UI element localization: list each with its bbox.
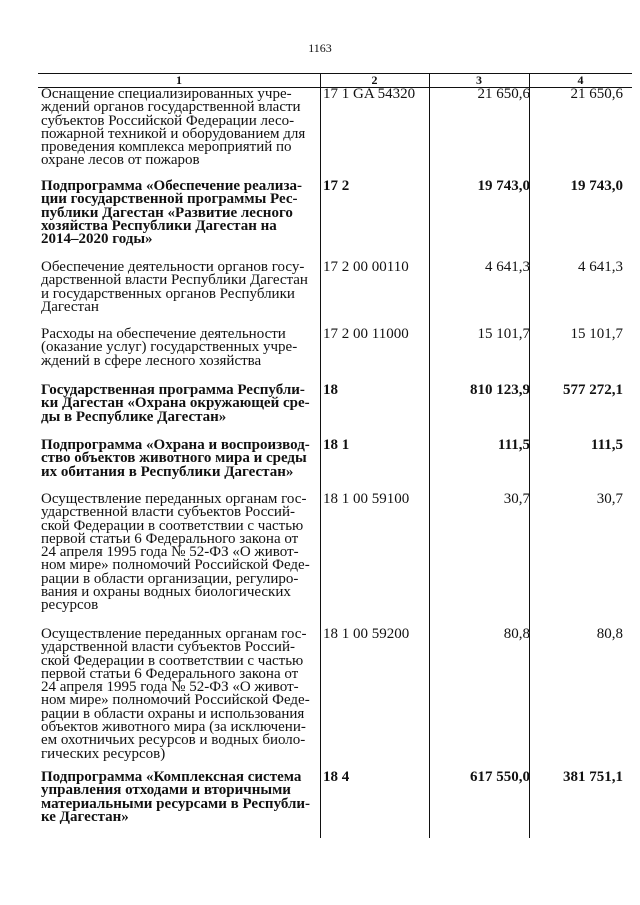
row-name-line: управления отходами и вторичными (41, 782, 291, 799)
row-value-col4: 21 650,6 (570, 86, 623, 102)
row-name-line: материальными ресурсами в Республи- (41, 795, 311, 812)
row-name-line: ды в Республике Дагестан» (41, 408, 227, 425)
row-name-line: ской Федерации в соответствии с частью (41, 517, 304, 534)
row-name-line: гических ресурсов) (41, 745, 166, 762)
row-name (41, 261, 321, 314)
row-name-line: Осуществление переданных органам гос- (41, 626, 307, 642)
row-code: 17 2 (323, 178, 350, 194)
row-name-line: ном мире» полномочий Российской Феде- (41, 692, 310, 709)
row-name-line: ресурсов (41, 597, 99, 614)
row-name-line: ской Федерации в соответствии с частью (41, 652, 304, 669)
row-name-line: охране лесов от пожаров (41, 152, 200, 169)
row-name-line: 2014–2020 годы» (41, 231, 153, 248)
row-name-line: рации в области организации, регулиро- (41, 570, 299, 587)
row-name-line: их обитания в Республики Дагестан» (41, 463, 294, 480)
column-header-1: 1 (176, 73, 182, 87)
row-name-line: Осуществление переданных органам гос- (41, 491, 307, 507)
row-name-line: субъектов Российской Федерации лесо- (41, 112, 295, 129)
row-name-line: ждений в сфере лесного хозяйства (41, 352, 262, 369)
row-name (41, 328, 321, 368)
row-name (41, 384, 321, 424)
row-name-line: Оснащение специализированных учре- (41, 86, 292, 102)
row-name-line: Обеспечение деятельности органов госу- (41, 259, 305, 275)
column-header-3: 3 (476, 73, 482, 87)
column-divider-2 (429, 73, 430, 838)
row-name-line: 24 апреля 1995 года № 52-ФЗ «О живот- (41, 544, 299, 561)
row-value-col3: 80,8 (503, 626, 530, 642)
row-name (41, 439, 321, 479)
row-value-col4: 577 272,1 (563, 382, 623, 398)
row-name-line: Подпрограмма «Охрана и воспроизвод- (41, 437, 310, 453)
row-code: 17 2 00 11000 (323, 326, 409, 342)
row-name (41, 628, 321, 761)
row-name-line: объектов животного мира (за исключени- (41, 719, 306, 736)
row-name-line: ном мире» полномочий Российской Феде- (41, 557, 310, 574)
row-name-line: Расходы на обеспечение деятельности (41, 326, 286, 342)
row-name-line: пожарной техникой и оборудованием для (41, 125, 306, 142)
budget-table (38, 73, 632, 838)
row-name-line: ударственной власти субъектов Россий- (41, 504, 295, 521)
row-name-line: рации в области охраны и использования (41, 705, 305, 722)
row-name-line: ции государственной программы Рес- (41, 191, 298, 208)
row-value-col3: 15 101,7 (477, 326, 530, 342)
row-value-col4: 111,5 (590, 437, 623, 453)
column-header-4: 4 (577, 73, 584, 87)
row-value-col3: 111,5 (497, 437, 530, 453)
row-value-col3: 19 743,0 (477, 178, 530, 194)
row-name-line: ство объектов животного мира и среды (41, 450, 307, 467)
column-header-2: 2 (371, 73, 378, 87)
row-name-line: и государственных органов Республики (41, 285, 295, 302)
row-value-col4: 19 743,0 (570, 178, 623, 194)
row-value-col4: 381 751,1 (563, 769, 623, 785)
row-code: 17 1 GA 54320 (323, 86, 416, 102)
row-name-line: 24 апреля 1995 года № 52-ФЗ «О живот- (41, 679, 299, 696)
row-value-col3: 30,7 (503, 491, 530, 507)
row-code: 18 1 00 59200 (323, 626, 410, 642)
row-name-line: (оказание услуг) государственных учре- (41, 339, 298, 356)
row-name-line: Подпрограмма «Комплексная система (41, 769, 302, 785)
row-name-line: ки Дагестан «Охрана окружающей сре- (41, 395, 310, 412)
row-name-line: ем охотничьих ресурсов и водных биоло- (41, 732, 306, 749)
row-name-line: дарственной власти Республики Дагестан (41, 272, 308, 289)
row-value-col4: 4 641,3 (578, 259, 623, 275)
row-value-col4: 30,7 (596, 491, 623, 507)
page-number: 1163 (308, 41, 332, 55)
row-name-line: ударственной власти субъектов Россий- (41, 639, 295, 656)
row-name-line: публики Дагестан «Развитие лесного (41, 204, 293, 221)
row-name-line: первой статьи 6 Федерального закона от (41, 665, 299, 682)
row-name-line: ждений органов государственной власти (41, 99, 301, 116)
row-name (41, 771, 321, 824)
row-name-line: первой статьи 6 Федерального закона от (41, 530, 299, 547)
row-name-line: Государственная программа Республи- (41, 382, 305, 398)
row-name-line: проведения комплекса мероприятий по (41, 139, 292, 156)
row-value-col3: 4 641,3 (485, 259, 530, 275)
row-value-col4: 15 101,7 (570, 326, 623, 342)
row-name-line: Дагестан (41, 298, 99, 315)
row-value-col3: 21 650,6 (477, 86, 530, 102)
row-name (41, 493, 321, 613)
row-code: 18 4 (323, 769, 350, 785)
row-value-col3: 810 123,9 (470, 382, 530, 398)
row-value-col4: 80,8 (596, 626, 623, 642)
row-code: 18 (323, 382, 338, 398)
row-code: 18 1 00 59100 (323, 491, 410, 507)
row-name-line: ке Дагестан» (41, 808, 129, 825)
row-name (41, 180, 321, 246)
row-value-col3: 617 550,0 (470, 769, 530, 785)
row-name (41, 88, 321, 168)
row-code: 17 2 00 00110 (323, 259, 409, 275)
row-name-line: хозяйства Республики Дагестан на (41, 217, 277, 234)
row-name-line: Подпрограмма «Обеспечение реализа- (41, 178, 302, 194)
row-name-line: вания и охраны водных биологических (41, 584, 291, 601)
row-code: 18 1 (323, 437, 350, 453)
